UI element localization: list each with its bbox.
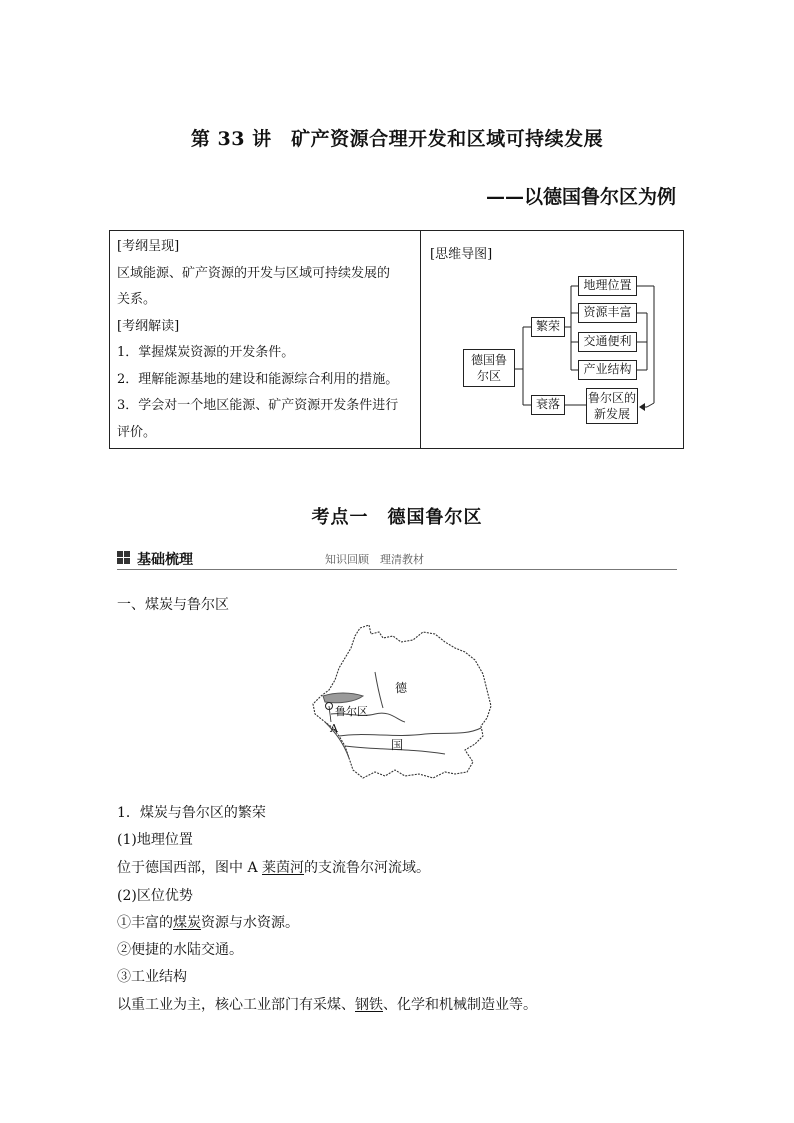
map-label-ruhr: 鲁尔区 xyxy=(335,705,368,718)
map-label-a: A xyxy=(330,722,338,735)
bar-subtitle: 知识回顾 理清教材 xyxy=(325,553,424,566)
syllabus-line: [考纲解读] xyxy=(117,318,180,334)
bar-divider xyxy=(117,569,677,570)
mindmap-prosper: 繁荣 xyxy=(531,317,565,337)
syllabus-panel xyxy=(110,231,421,448)
mindmap-item-resources: 资源丰富 xyxy=(578,303,637,323)
germany-outline-svg xyxy=(305,622,495,792)
para-location: 位于德国西部，图中 A 莱茵河的支流鲁尔河流域。 xyxy=(117,860,431,876)
map-label-de: 德 xyxy=(395,681,408,695)
page-subtitle: ——以德国鲁尔区为例 xyxy=(485,186,676,208)
underlined-term: 钢铁 xyxy=(355,997,383,1013)
para-industry: 以重工业为主，核心工业部门有采煤、钢铁、化学和机械制造业等。 xyxy=(117,997,537,1013)
syllabus-line: 3．学会对一个地区能源、矿产资源开发条件进行 xyxy=(117,398,399,413)
bar-title: 基础梳理 xyxy=(137,552,193,568)
heading-coal-ruhr: 一、煤炭与鲁尔区 xyxy=(117,597,229,613)
heading-prosperity: 1．煤炭与鲁尔区的繁荣 xyxy=(117,805,266,821)
syllabus-line: 评价。 xyxy=(117,424,157,440)
squares-icon xyxy=(117,551,131,565)
outline-box xyxy=(109,230,684,449)
section-bar xyxy=(117,548,677,572)
mindmap-item-location: 地理位置 xyxy=(578,276,637,296)
mindmap-label: [思维导图] xyxy=(430,247,493,262)
sub-location: (1)地理位置 xyxy=(117,832,193,848)
mindmap-new-development: 鲁尔区的 新发展 xyxy=(586,388,638,424)
germany-map xyxy=(305,622,495,792)
item-transport: ②便捷的水陆交通。 xyxy=(117,942,243,958)
item-resources: ①丰富的煤炭资源与水资源。 xyxy=(117,915,299,931)
sub-advantages: (2)区位优势 xyxy=(117,888,193,904)
mindmap-connectors xyxy=(421,231,683,448)
underlined-term: 煤炭 xyxy=(173,915,201,931)
page-title: 第 33 讲 矿产资源合理开发和区域可持续发展 xyxy=(190,128,604,150)
mindmap-item-industry: 产业结构 xyxy=(578,360,637,380)
syllabus-line: 1．掌握煤炭资源的开发条件。 xyxy=(117,345,295,360)
syllabus-line: 区域能源、矿产资源的开发与区域可持续发展的 xyxy=(117,265,391,281)
mindmap-item-transport: 交通便利 xyxy=(578,332,637,352)
mindmap-decline: 衰落 xyxy=(531,395,565,415)
section-title: 考点一 德国鲁尔区 xyxy=(311,507,483,528)
mindmap-root: 德国鲁 尔区 xyxy=(463,349,515,387)
syllabus-line: 关系。 xyxy=(117,292,157,307)
underlined-term: 莱茵河 xyxy=(262,860,305,876)
syllabus-line: 2．理解能源基地的建设和能源综合利用的措施。 xyxy=(117,371,399,387)
item-industry: ③工业结构 xyxy=(117,969,187,985)
syllabus-line: [考纲呈现] xyxy=(117,239,180,254)
map-label-guo: 国 xyxy=(391,738,404,752)
